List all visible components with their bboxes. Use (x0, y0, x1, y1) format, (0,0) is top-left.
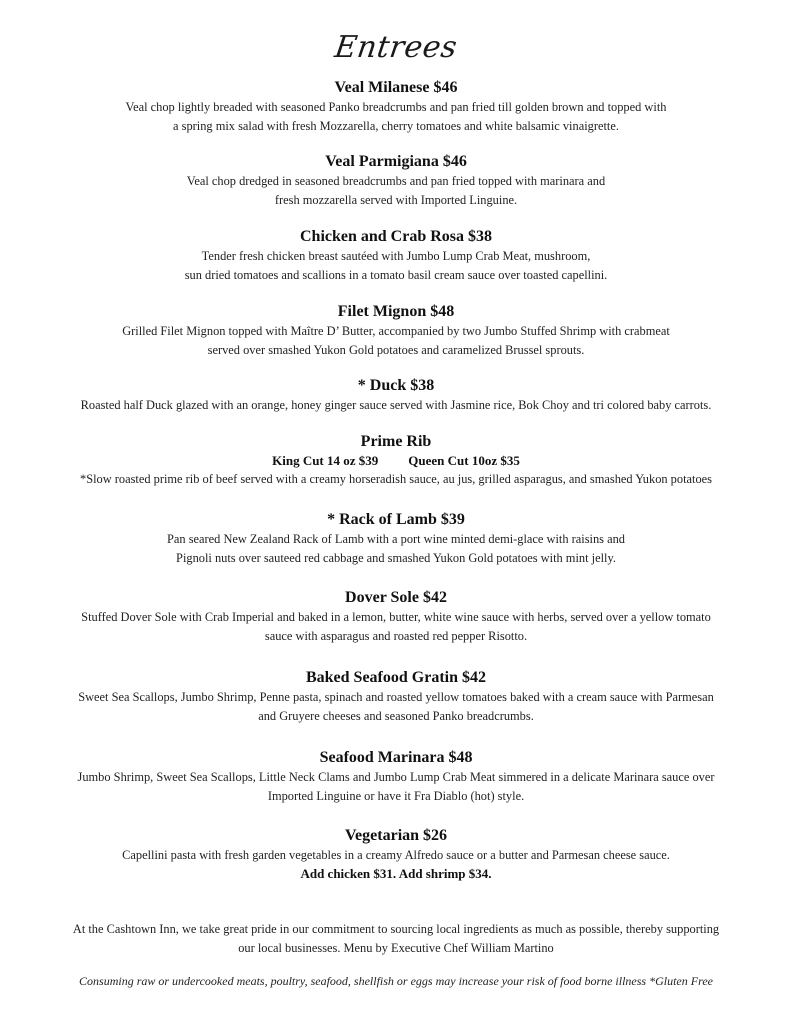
menu-item-veal-parmigiana (0, 152, 792, 210)
item-name: Chicken and Crab Rosa $38 (299, 228, 493, 245)
item-name: Filet Mignon $48 (337, 303, 455, 320)
item-desc-line: Pignoli nuts over sauteed red cabbage and smashed Yukon Gold potatoes with mint jelly. (176, 551, 616, 565)
item-desc-line: sun dried tomatoes and scallions in a tomato basil cream sauce over toasted capellini. (184, 268, 608, 282)
item-desc-line: Jumbo Shrimp, Sweet Sea Scallops, Little Neck Clams and Jumbo Lump Crab Meat simmered in a delicate Marinara sauce over (77, 770, 715, 784)
prime-rib-cuts (0, 452, 792, 470)
item-name: Dover Sole $42 (345, 589, 447, 606)
item-name: Seafood Marinara $48 (319, 749, 473, 766)
item-desc-line: fresh mozzarella served with Imported Linguine. (274, 193, 518, 207)
item-name: Prime Rib (360, 433, 432, 450)
item-desc-line: served over smashed Yukon Gold potatoes and caramelized Brussel sprouts. (207, 343, 585, 357)
menu-item-baked-seafood-gratin (0, 668, 792, 726)
item-desc-line: Tender fresh chicken breast sautéed with Jumbo Lump Crab Meat, mushroom, (201, 249, 591, 263)
item-desc-line: Veal chop lightly breaded with seasoned Panko breadcrumbs and pan fried till golden brown and topped with (125, 100, 667, 114)
item-desc-line: Sweet Sea Scallops, Jumbo Shrimp, Penne pasta, spinach and roasted yellow tomatoes baked with a cream sauce with Parmesan (78, 690, 714, 704)
item-desc-line: Stuffed Dover Sole with Crab Imperial and baked in a lemon, butter, white wine sauce with herbs, served over a yellow tomato (81, 610, 711, 624)
item-desc-line: Roasted half Duck glazed with an orange, honey ginger sauce served with Jasmine rice, Bok Choy and tri colored baby carrots. (80, 398, 712, 412)
item-desc-line: Pan seared New Zealand Rack of Lamb with a port wine minted demi-glace with raisins and (167, 532, 625, 546)
menu-item-dover-sole (0, 588, 792, 646)
menu-item-seafood-marinara (0, 748, 792, 806)
menu-item-rack-of-lamb (0, 510, 792, 568)
item-name: * Rack of Lamb $39 (327, 511, 465, 528)
cut-queen: Queen Cut 10oz $35 (408, 453, 520, 468)
vegetarian-addons: Add chicken $31. Add shrimp $34. (300, 866, 492, 881)
item-name: Baked Seafood Gratin $42 (305, 669, 486, 686)
item-name: Veal Milanese $46 (334, 79, 458, 96)
menu-item-filet-mignon (0, 302, 792, 360)
menu-item-vegetarian (0, 826, 792, 883)
item-desc-line: and Gruyere cheeses and seasoned Panko breadcrumbs. (258, 709, 534, 723)
item-desc-line: Capellini pasta with fresh garden vegetables in a creamy Alfredo sauce or a butter and Parmesan cheese sauce. (122, 848, 670, 862)
item-desc-line: *Slow roasted prime rib of beef served with a creamy horseradish sauce, au jus, grilled asparagus, and smashed Yukon potatoes (80, 472, 712, 486)
item-name: Veal Parmigiana $46 (325, 153, 467, 170)
menu-title: Entrees (332, 30, 460, 65)
menu-item-duck (0, 376, 792, 415)
sourcing-note-line: our local businesses. Menu by Executive Chef William Martino (238, 941, 554, 955)
cut-king: King Cut 14 oz $39 (272, 453, 379, 468)
item-desc-line: Grilled Filet Mignon topped with Maître D’ Butter, accompanied by two Jumbo Stuffed Shrimp with crabmeat (122, 324, 670, 338)
sourcing-note-line: At the Cashtown Inn, we take great pride in our commitment to sourcing local ingredients as much as possible, thereby supporting (72, 922, 720, 936)
item-name: * Duck $38 (357, 377, 435, 394)
item-desc-line: a spring mix salad with fresh Mozzarella, cherry tomatoes and white balsamic vinaigrette. (173, 119, 619, 133)
item-desc-line: Imported Linguine or have it Fra Diablo (hot) style. (267, 789, 525, 803)
item-desc-line: Veal chop dredged in seasoned breadcrumbs and pan fried topped with marinara and (186, 174, 606, 188)
menu-item-chicken-crab-rosa (0, 227, 792, 285)
item-name: Vegetarian $26 (344, 827, 448, 844)
food-safety-warning: Consuming raw or undercooked meats, poultry, seafood, shellfish or eggs may increase your risk of food borne illness *Gluten Free (79, 974, 713, 988)
menu-item-prime-rib (0, 432, 792, 489)
sourcing-note (0, 920, 792, 958)
item-desc-line: sauce with asparagus and roasted red pepper Risotto. (264, 629, 528, 643)
menu-item-veal-milanese (0, 78, 792, 136)
